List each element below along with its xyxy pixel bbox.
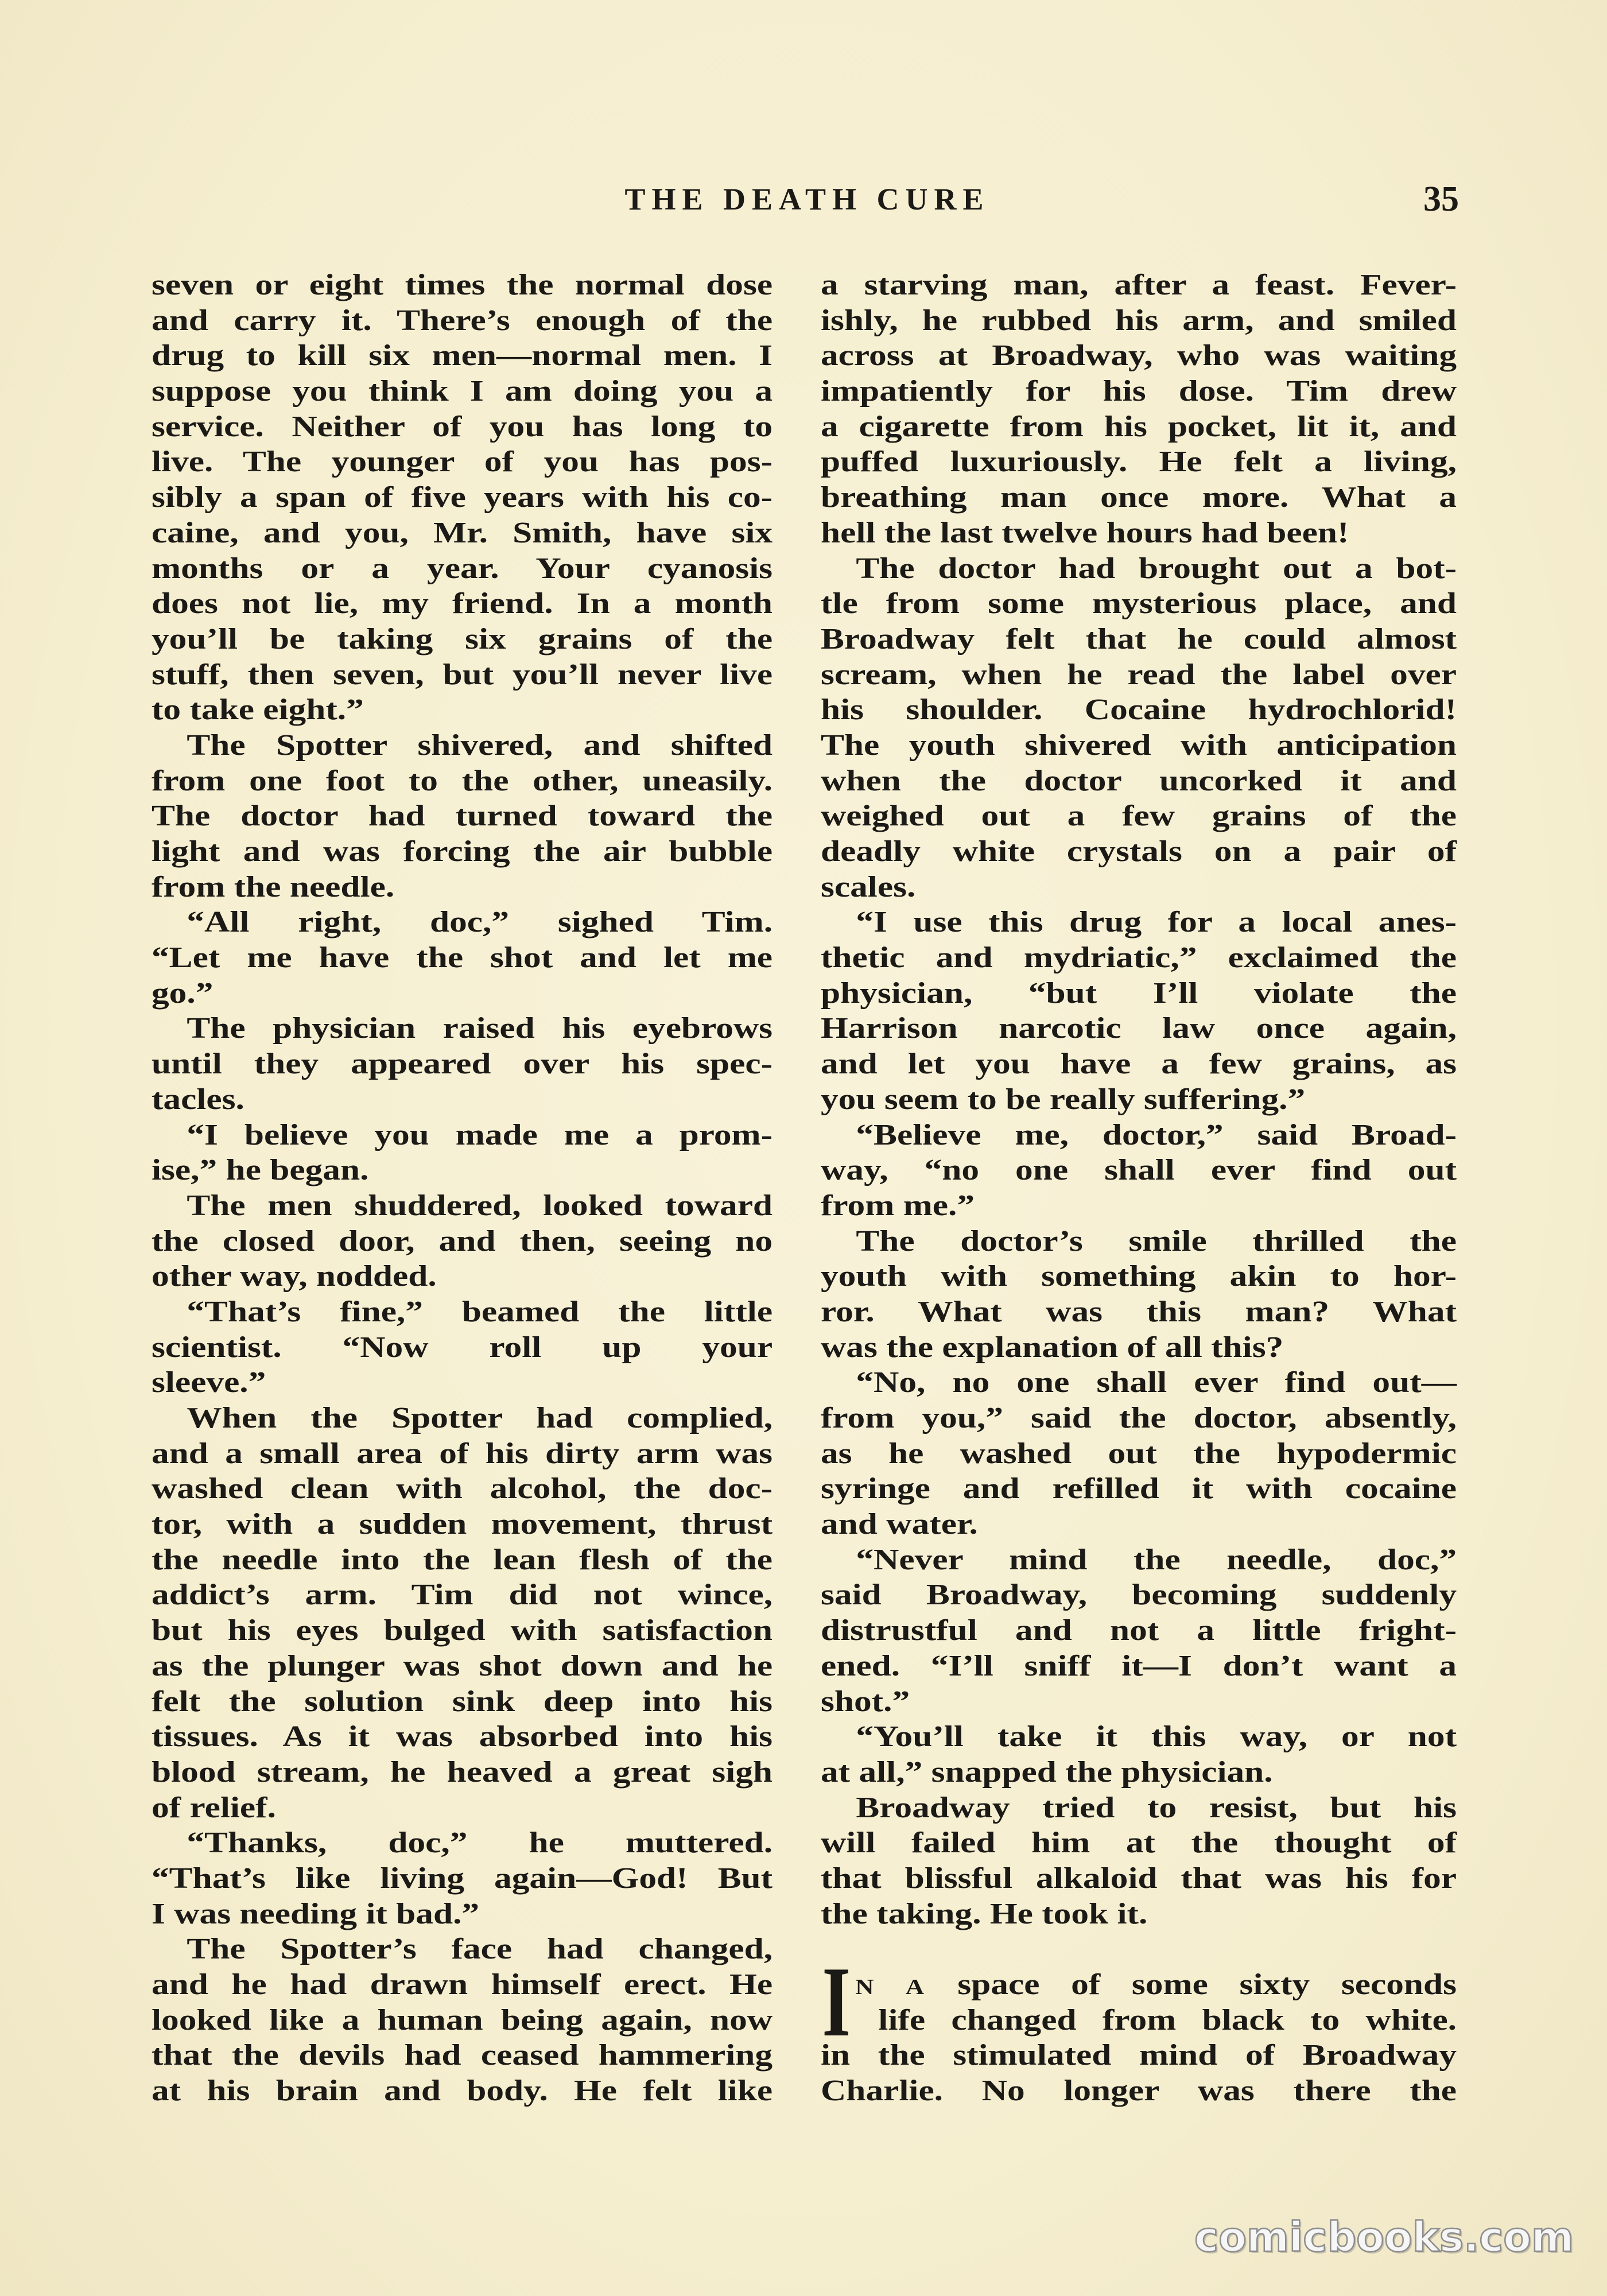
text-line: “You’ll take it this way, or not <box>856 1720 1457 1754</box>
text-line: syringe and refilled it with cocaine <box>821 1472 1457 1506</box>
text-line-rest: space of some sixty seconds <box>957 1968 1457 2001</box>
page-number: 35 <box>1423 180 1459 219</box>
small-caps-lead: N A <box>855 1975 926 1999</box>
paragraph <box>821 1719 1457 1790</box>
text-line: ise,” he began. <box>152 1154 369 1187</box>
text-line: to take eight.” <box>152 693 364 727</box>
text-line: the taking. He took it. <box>821 1897 1148 1930</box>
text-line: tissues. As it was absorbed into his <box>152 1720 773 1754</box>
text-line: The Spotter shivered, and shifted <box>187 728 773 762</box>
paragraph <box>152 267 773 728</box>
text-line: from the needle. <box>152 870 395 903</box>
text-line: “Believe me, doctor,” said Broad- <box>856 1118 1457 1151</box>
text-line: other way, nodded. <box>152 1260 437 1293</box>
text-line: blood stream, he heaved a great sigh <box>152 1755 773 1789</box>
paragraph <box>152 1932 773 2108</box>
text-line: will failed him at the thought of <box>821 1826 1457 1860</box>
text-line: months or a year. Your cyanosis <box>152 552 773 585</box>
paragraph <box>821 1118 1457 1224</box>
paragraph <box>821 267 1457 551</box>
paragraph <box>152 728 773 905</box>
text-line: stuff, then seven, but you’ll never live <box>152 658 773 691</box>
text-line: and let you have a few grains, as <box>821 1048 1457 1081</box>
text-line: that blissful alkaloid that was his for <box>821 1861 1457 1895</box>
text-line: and he had drawn himself erect. He <box>152 1968 773 2001</box>
text-line: scream, when he read the label over <box>821 658 1457 691</box>
paragraph <box>152 1401 773 1825</box>
text-line: The men shuddered, looked toward <box>187 1189 773 1222</box>
text-line: does not lie, my friend. In a month <box>152 587 773 620</box>
text-line: impatiently for his dose. Tim drew <box>821 375 1457 408</box>
text-line: life changed from black to white. <box>878 2003 1457 2037</box>
text-line: light and was forcing the air bubble <box>152 835 773 868</box>
text-line: The doctor had turned toward the <box>152 800 773 833</box>
text-line: When the Spotter had complied, <box>187 1402 773 1434</box>
text-line: until they appeared over his spec- <box>152 1048 773 1081</box>
paragraph <box>152 1011 773 1117</box>
text-line: ishly, he rubbed his arm, and smiled <box>821 304 1457 337</box>
text-line: at his brain and body. He felt like <box>152 2074 773 2108</box>
text-line: from me.” <box>821 1189 975 1222</box>
text-line: distrustful and not a little fright- <box>821 1614 1457 1647</box>
text-line: I was needing it bad.” <box>152 1897 480 1930</box>
text-line: weighed out a few grains of the <box>821 800 1457 833</box>
text-line: Charlie. No longer was there the <box>821 2074 1457 2108</box>
text-line <box>821 1967 1457 2003</box>
text-line: way, “no one shall ever find out <box>821 1154 1457 1187</box>
text-line: that the devils had ceased hammering <box>152 2039 773 2072</box>
paragraph <box>821 1365 1457 1542</box>
text-line: suppose you think I am doing you a <box>152 375 773 408</box>
text-line: live. The younger of you has pos- <box>152 445 773 479</box>
text-line: “That’s fine,” beamed the little <box>187 1295 773 1328</box>
paragraph <box>821 551 1457 905</box>
watermark: comicbooks.com <box>1194 2213 1574 2261</box>
text-line: “Thanks, doc,” he muttered. <box>187 1826 773 1860</box>
text-line: physician, “but I’ll violate the <box>821 976 1457 1010</box>
text-line: thetic and mydriatic,” exclaimed the <box>821 941 1457 975</box>
text-line: “Never mind the needle, doc,” <box>856 1543 1457 1576</box>
text-line: washed clean with alcohol, the doc- <box>152 1472 773 1506</box>
text-line: ened. “I’ll sniff it—I don’t want a <box>821 1649 1457 1682</box>
text-line: Broadway tried to resist, but his <box>856 1791 1457 1824</box>
text-line: as he washed out the hypodermic <box>821 1437 1457 1470</box>
text-line: seven or eight times the normal dose <box>152 269 773 301</box>
text-line: “All right, doc,” sighed Tim. <box>187 906 773 939</box>
text-line: looked like a human being again, now <box>152 2003 773 2037</box>
right-text-column <box>821 267 1457 2109</box>
text-line: at all,” snapped the physician. <box>821 1755 1273 1789</box>
text-line: The doctor had brought out a bot- <box>856 552 1457 585</box>
text-line: sibly a span of five years with his co- <box>152 481 773 514</box>
text-line: felt the solution sink deep into his <box>152 1685 773 1718</box>
text-line: sleeve.” <box>152 1366 266 1399</box>
text-line: ror. What was this man? What <box>821 1295 1457 1328</box>
paragraph <box>152 1188 773 1294</box>
text-line: you’ll be taking six grains of the <box>152 622 773 656</box>
paragraph <box>821 1542 1457 1719</box>
text-line: breathing man once more. What a <box>821 481 1457 514</box>
paragraph <box>821 1790 1457 1932</box>
text-line: “That’s like living again—God! But <box>152 1861 773 1895</box>
text-line: tle from some mysterious place, and <box>821 587 1457 620</box>
text-line: and carry it. There’s enough of the <box>152 304 773 337</box>
text-line: The doctor’s smile thrilled the <box>856 1224 1457 1258</box>
text-line: a starving man, after a feast. Fever- <box>821 269 1457 301</box>
text-line: you seem to be really suffering.” <box>821 1083 1306 1116</box>
text-line: service. Neither of you has long to <box>152 410 773 443</box>
text-line: said Broadway, becoming suddenly <box>821 1578 1457 1612</box>
text-line: but his eyes bulged with satisfaction <box>152 1614 773 1647</box>
text-line: go.” <box>152 976 214 1010</box>
text-line: in the stimulated mind of Broadway <box>821 2039 1457 2072</box>
text-line: Harrison narcotic law once again, <box>821 1012 1457 1045</box>
text-line: tacles. <box>152 1083 244 1116</box>
text-line: the closed door, and then, seeing no <box>152 1224 773 1258</box>
text-line: his shoulder. Cocaine hydrochlorid! <box>821 693 1457 727</box>
text-line: The physician raised his eyebrows <box>187 1012 773 1045</box>
text-line: across at Broadway, who was waiting <box>821 339 1457 373</box>
text-line: “I use this drug for a local anes- <box>856 906 1457 939</box>
text-line: and water. <box>821 1508 978 1541</box>
text-line: and a small area of his dirty arm was <box>152 1437 773 1470</box>
text-line: was the explanation of all this? <box>821 1331 1284 1364</box>
text-line: hell the last twelve hours had been! <box>821 516 1349 549</box>
text-line: “No, no one shall ever find out— <box>856 1366 1457 1399</box>
paragraph <box>821 1224 1457 1366</box>
text-line: the needle into the lean flesh of the <box>152 1543 773 1576</box>
text-line: “I believe you made me a prom- <box>187 1118 773 1151</box>
paragraph <box>821 905 1457 1117</box>
drop-cap-letter: I <box>822 1946 851 2057</box>
text-line: as the plunger was shot down and he <box>152 1649 773 1682</box>
text-line: “Let me have the shot and let me <box>152 941 773 975</box>
paragraph <box>152 1294 773 1401</box>
text-line: from one foot to the other, uneasily. <box>152 764 773 797</box>
text-line: The youth shivered with anticipation <box>821 728 1457 762</box>
text-line: caine, and you, Mr. Smith, have six <box>152 516 773 549</box>
text-line: deadly white crystals on a pair of <box>821 835 1457 868</box>
running-title: THE DEATH CURE <box>624 182 990 216</box>
text-line: addict’s arm. Tim did not wince, <box>152 1578 773 1612</box>
text-line: scientist. “Now roll up your <box>152 1331 773 1364</box>
text-line: when the doctor uncorked it and <box>821 764 1457 797</box>
text-line: drug to kill six men—normal men. I <box>152 339 773 373</box>
paragraph <box>152 1825 773 1932</box>
paragraph <box>152 1118 773 1188</box>
text-line: shot.” <box>821 1685 910 1718</box>
drop-cap-paragraph <box>821 1946 1457 2109</box>
text-line: of relief. <box>152 1791 276 1824</box>
text-line: Broadway felt that he could almost <box>821 622 1457 656</box>
paragraph <box>152 905 773 1011</box>
text-line: tor, with a sudden movement, thrust <box>152 1508 773 1541</box>
text-line: youth with something akin to hor- <box>821 1260 1457 1293</box>
text-line: a cigarette from his pocket, lit it, and <box>821 410 1457 443</box>
left-text-column <box>152 267 773 2109</box>
text-line: puffed luxuriously. He felt a living, <box>821 445 1457 479</box>
text-line: from you,” said the doctor, absently, <box>821 1402 1457 1434</box>
text-line: The Spotter’s face had changed, <box>187 1933 773 1966</box>
text-line: scales. <box>821 870 916 903</box>
